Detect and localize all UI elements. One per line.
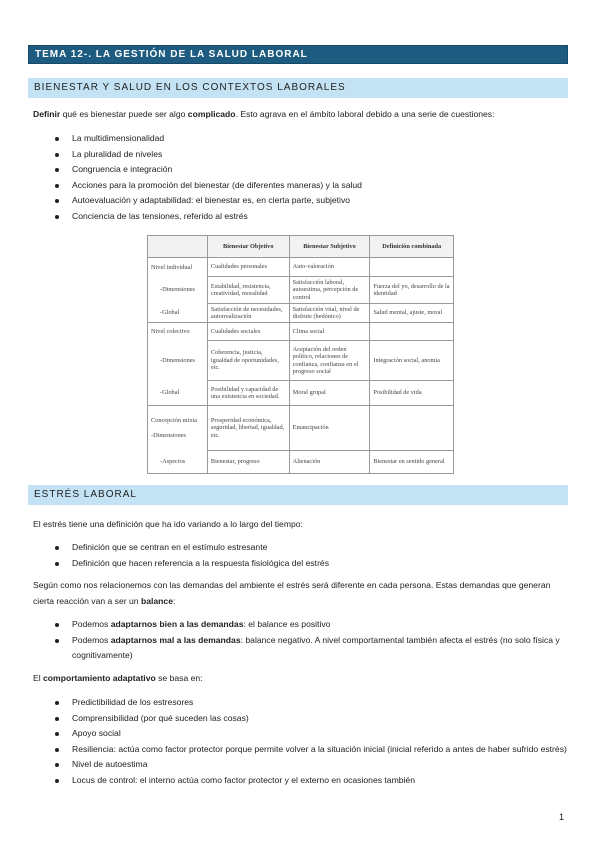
table-row bbox=[148, 341, 454, 381]
list-item bbox=[55, 617, 568, 633]
section-heading-bienestar: BIENESTAR Y SALUD EN LOS CONTEXTOS LABORALES bbox=[28, 78, 568, 98]
page-number: 1 bbox=[559, 812, 565, 822]
page-title: TEMA 12-. LA GESTIÓN DE LA SALUD LABORAL bbox=[28, 45, 568, 64]
bienestar-list bbox=[55, 131, 568, 225]
table-cell: Auto-valoración bbox=[289, 258, 370, 277]
table-cell: -Dimensiones bbox=[148, 277, 208, 304]
table-cell: Aceptación del orden político, relaciones de confianza, confianza en el progreso social bbox=[289, 341, 370, 381]
table-cell: Salud mental, ajuste, moral bbox=[370, 304, 454, 323]
list-item: Nivel de autoestima bbox=[55, 757, 568, 773]
list-item: Definición que hacen referencia a la respuesta fisiológica del estrés bbox=[55, 556, 568, 572]
list-item: Autoevaluación y adaptabilidad: el bienestar es, en cierta parte, subjetivo bbox=[55, 193, 568, 209]
table-cell: Estabilidad, resistencia, creatividad, moralidad bbox=[207, 277, 289, 304]
bold-text: balance bbox=[140, 595, 173, 606]
table-cell: Cualidades personales bbox=[207, 258, 289, 277]
text: : balance negativo. A nivel comportamental también afecta el estrés (no solo física y cognitivamente) bbox=[72, 634, 560, 661]
table-cell: Fuerza del yo, desarrollo de la identidad bbox=[370, 277, 454, 304]
intro-paragraph bbox=[33, 107, 568, 123]
list-item bbox=[55, 633, 568, 664]
bold-text: adaptarnos mal a las demandas bbox=[110, 634, 241, 645]
text: Podemos bbox=[72, 634, 111, 645]
list-item: Congruencia e integración bbox=[55, 162, 568, 178]
text: se basa en: bbox=[155, 673, 203, 683]
table-cell: Satisfacción laboral, autoestima, percepción de control bbox=[289, 277, 370, 304]
list-item: La multidimensionalidad bbox=[55, 131, 568, 147]
text: qué es bienestar puede ser algo bbox=[60, 109, 188, 119]
paragraph bbox=[33, 671, 568, 687]
table-cell: Moral grupal bbox=[289, 381, 370, 406]
section-heading-estres: ESTRÉS LABORAL bbox=[28, 485, 568, 505]
table-row bbox=[148, 304, 454, 323]
table-header: Bienestar Subjetivo bbox=[289, 236, 370, 258]
table-cell bbox=[370, 323, 454, 341]
table-cell: Alienación bbox=[289, 451, 370, 474]
text: . Esto agrava en el ámbito laboral debido a una serie de cuestiones: bbox=[235, 109, 495, 119]
list-item: La pluralidad de niveles bbox=[55, 147, 568, 163]
text: Según como nos relacionemos con las demandas del ambiente el estrés será diferente en cada persona. Estas demandas que generan cierta reacción van a ser un bbox=[33, 580, 551, 606]
balance-list bbox=[55, 617, 568, 664]
table-cell: Concepción mixta -Dimensiones bbox=[148, 406, 208, 451]
list-item: Definición que se centran en el estímulo estresante bbox=[55, 540, 568, 556]
table-cell: Posibilidad y capacidad de una existencia en sociedad. bbox=[207, 381, 289, 406]
table-cell: Bienestar en sentido general bbox=[370, 451, 454, 474]
list-item: Apoyo social bbox=[55, 726, 568, 742]
list-item: Resiliencia: actúa como factor protector porque permite volver a la situación inicial (inicial referido a antes de haber sufrido estrés) bbox=[55, 742, 568, 758]
table-cell: Satisfacción de necesidades, autorrealización bbox=[207, 304, 289, 323]
bold-text: Definir bbox=[33, 109, 61, 119]
table-header bbox=[148, 236, 208, 258]
bold-text: adaptarnos bien a las demandas bbox=[110, 619, 244, 629]
list-item: Predictibilidad de los estresores bbox=[55, 695, 568, 711]
table-cell: Nivel individual bbox=[148, 258, 208, 277]
table-row bbox=[148, 277, 454, 304]
table-cell: -Aspectos bbox=[148, 451, 208, 474]
table-header: Definición combinada bbox=[370, 236, 454, 258]
adaptive-list bbox=[55, 695, 568, 789]
table-header: Bienestar Objetivo bbox=[207, 236, 289, 258]
list-item: Comprensibilidad (por qué suceden las cosas) bbox=[55, 711, 568, 727]
table-cell: Satisfacción vital, nivel de disfrute (hedónico) bbox=[289, 304, 370, 323]
table-cell: Coherencia, justicia, igualdad de oportunidades, etc. bbox=[207, 341, 289, 381]
text: : bbox=[172, 595, 176, 606]
table-cell: -Global bbox=[148, 304, 208, 323]
table-cell: Bienestar, progreso bbox=[207, 451, 289, 474]
table-cell: Prosperidad económica, seguridad, libertad, igualdad, etc. bbox=[207, 406, 289, 451]
list-item: Acciones para la promoción del bienestar (de diferentes maneras) y la salud bbox=[55, 178, 568, 194]
definitions-list bbox=[55, 540, 568, 571]
bienestar-table bbox=[147, 235, 454, 474]
text: El bbox=[33, 673, 44, 683]
text: Podemos bbox=[72, 619, 111, 629]
bold-text: complicado bbox=[187, 109, 236, 119]
table-cell: Nivel colectivo bbox=[148, 323, 208, 341]
list-item: Locus de control: el interno actúa como factor protector y el externo en ocasiones también bbox=[55, 773, 568, 789]
table-cell: Cualidades sociales bbox=[207, 323, 289, 341]
text: : el balance es positivo bbox=[243, 619, 331, 629]
table-cell: -Dimensiones bbox=[148, 341, 208, 381]
table-row bbox=[148, 258, 454, 277]
table-row bbox=[148, 381, 454, 406]
table-cell: Posibilidad de vida bbox=[370, 381, 454, 406]
list-item: Conciencia de las tensiones, referido al estrés bbox=[55, 209, 568, 225]
table-cell: -Global bbox=[148, 381, 208, 406]
bold-text: comportamiento adaptativo bbox=[43, 673, 156, 683]
table-cell bbox=[370, 258, 454, 277]
table-cell: Clima social bbox=[289, 323, 370, 341]
table-cell: Emancipación bbox=[289, 406, 370, 451]
table-row bbox=[148, 323, 454, 341]
table-cell bbox=[370, 406, 454, 451]
paragraph bbox=[33, 578, 568, 610]
table-row bbox=[148, 406, 454, 451]
table-row bbox=[148, 451, 454, 474]
paragraph: El estrés tiene una definición que ha ido variando a lo largo del tiempo: bbox=[33, 519, 303, 529]
table-cell: Integración social, anomia bbox=[370, 341, 454, 381]
